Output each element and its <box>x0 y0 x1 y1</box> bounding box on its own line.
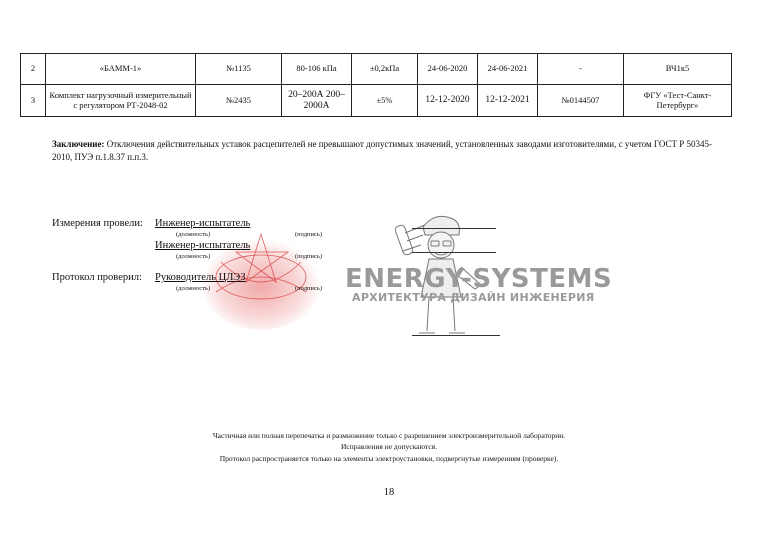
engineer-position-1: Инженер-испытатель <box>155 218 251 229</box>
measured-by-label: Измерения провели: <box>52 218 143 229</box>
table-cell: ВЧ1к5 <box>624 54 732 85</box>
table-cell: 2 <box>21 54 46 85</box>
table-cell: - <box>538 54 624 85</box>
table-cell: 12-12-2020 <box>418 85 478 117</box>
table-cell: ±0,2кПа <box>352 54 418 85</box>
footer-line: Частичная или полная перепечатка и размножение только с разрешением электроизмерительной лаборатории. <box>212 431 566 440</box>
signature-line <box>412 228 496 229</box>
table-cell: №2435 <box>196 85 282 117</box>
footer-line: Протокол распространяется только на элементы электроустановки, подвергнутые измерениям (проверке). <box>219 453 559 463</box>
table-cell: ФГУ «Тест-Санкт-Петербург» <box>624 85 732 117</box>
conclusion-label: Заключение: <box>52 139 105 149</box>
engineer-position-2: Инженер-испытатель <box>155 240 251 251</box>
table-cell: 80-106 кПа <box>282 54 352 85</box>
table-cell: 3 <box>21 85 46 117</box>
signature-caption: (подпись) <box>295 253 322 260</box>
table-cell: 12-12-2021 <box>478 85 538 117</box>
table-cell: №1135 <box>196 54 282 85</box>
page-number: 18 <box>383 487 395 498</box>
footer-line: Исправления не допускаются. <box>341 442 437 452</box>
table-cell: 20–200А 200–2000А <box>282 85 352 117</box>
checked-by-label: Протокол проверил: <box>52 272 142 283</box>
equipment-table <box>20 53 732 117</box>
watermark-subtitle: АРХИТЕКТУРА ДИЗАЙН ИНЖЕНЕРИЯ <box>352 291 595 304</box>
head-position: Руководитель ЦЛЭЗ <box>155 272 246 283</box>
position-caption: (должность) <box>176 253 211 260</box>
watermark-title: ENERGY-SYSTEMS <box>345 264 613 294</box>
table-cell: №0144507 <box>538 85 624 117</box>
table-row <box>21 85 732 117</box>
table-cell: «БАММ-1» <box>46 54 196 85</box>
table-row <box>21 54 732 85</box>
footer-notes <box>120 430 658 464</box>
table-cell: ±5% <box>352 85 418 117</box>
conclusion-paragraph <box>52 138 712 164</box>
table-cell: 24-06-2020 <box>418 54 478 85</box>
signature-line <box>412 252 496 253</box>
signature-line <box>412 335 500 336</box>
position-caption: (должность) <box>176 231 211 238</box>
signature-caption: (подпись) <box>295 285 322 292</box>
table-cell: Комплект нагрузочный измерительный с регулятором РТ-2048-02 <box>46 85 196 117</box>
conclusion-text: Отключения действительных уставок расцепителей не превышают допустимых значений, установленных заводами изготовителями, с учетом ГОСТ Р 50345-2010, ПУЭ п.1.8.37 п.п.3. <box>52 139 713 163</box>
signature-caption: (подпись) <box>295 231 322 238</box>
table-cell: 24-06-2021 <box>478 54 538 85</box>
position-caption: (должность) <box>176 285 211 292</box>
